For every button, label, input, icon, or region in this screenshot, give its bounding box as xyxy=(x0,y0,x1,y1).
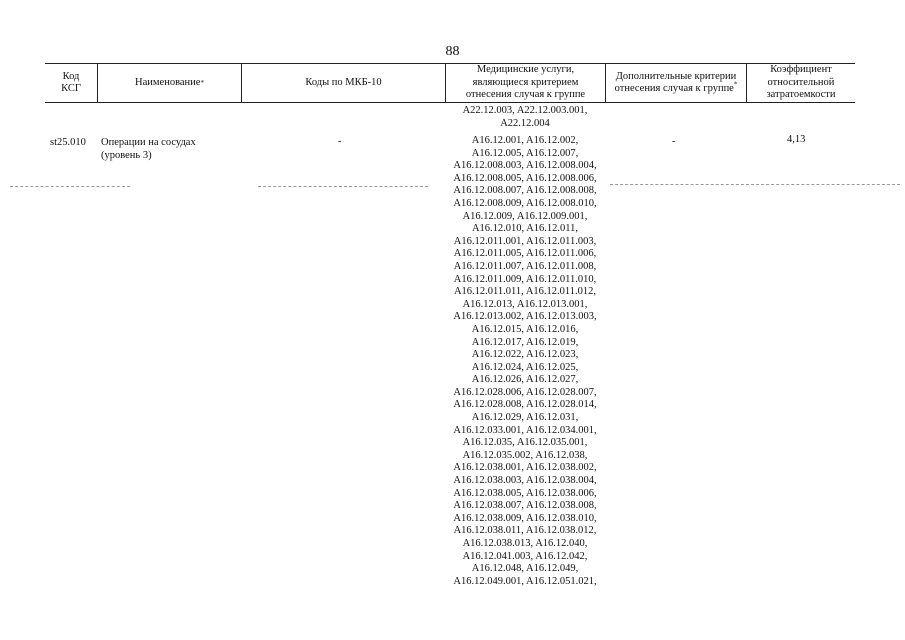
service-code-line: A16.12.013.002, A16.12.013.003, xyxy=(453,311,597,323)
service-code-line: A16.12.008.003, A16.12.008.004, xyxy=(453,160,597,172)
row-coef: 4,13 xyxy=(787,134,806,145)
service-code-line: A16.12.035.002, A16.12.038, xyxy=(462,449,588,461)
row-name xyxy=(101,137,196,162)
header-extra-footnote-mark: * xyxy=(733,80,738,89)
service-code-line: A16.12.038.001, A16.12.038.002, xyxy=(453,462,597,474)
service-code-line: A16.12.041.003, A16.12.042, xyxy=(462,550,588,562)
header-services-label: Медицинские услуги, являющиеся критерием отнесения случая к группе xyxy=(465,64,586,101)
row-extra: - xyxy=(672,136,676,147)
service-code-line: A16.12.013, A16.12.013.001, xyxy=(462,298,588,310)
service-code-line: A16.12.038.009, A16.12.038.010, xyxy=(453,512,597,524)
service-code-line: A16.12.011.005, A16.12.011.006, xyxy=(453,248,597,260)
row-services xyxy=(445,135,605,588)
header-coef xyxy=(747,64,855,102)
service-code-line: A16.12.008.009, A16.12.008.010, xyxy=(453,197,597,209)
service-code-line: A16.12.038.011, A16.12.038.012, xyxy=(453,525,597,537)
service-code-line: A16.12.049.001, A16.12.051.021, xyxy=(453,575,597,587)
service-code-line: A16.12.038.003, A16.12.038.004, xyxy=(453,475,597,487)
service-code-line: A16.12.028.006, A16.12.028.007, xyxy=(453,386,597,398)
service-code-line: A16.12.038.005, A16.12.038.006, xyxy=(453,487,597,499)
service-code-line: A16.12.024, A16.12.025, xyxy=(471,361,579,373)
header-code-label: Код КСГ xyxy=(61,70,81,94)
header-mkb xyxy=(242,64,445,102)
service-code-line: A16.12.008.005, A16.12.008.006, xyxy=(453,172,597,184)
service-code-line: A16.12.033.001, A16.12.034.001, xyxy=(453,424,597,436)
service-code-line: A16.12.017, A16.12.019, xyxy=(471,336,579,348)
scan-artifact xyxy=(10,186,130,187)
service-code-line: A16.12.005, A16.12.007, xyxy=(471,147,579,159)
row-mkb: - xyxy=(338,136,342,147)
row-code: st25.010 xyxy=(50,137,86,148)
service-code-line: A16.12.026, A16.12.027, xyxy=(471,374,579,386)
header-extra xyxy=(606,64,746,102)
row-name-line: (уровень 3) xyxy=(101,149,152,161)
service-code-line: A16.12.038.013, A16.12.040, xyxy=(462,538,588,549)
header-code xyxy=(45,64,97,102)
header-coef-label: Коэффициент относительной затратоемкости xyxy=(766,64,836,101)
service-code-line: A16.12.010, A16.12.011, xyxy=(471,223,579,235)
scan-artifact xyxy=(610,184,900,185)
service-code-line: A16.12.048, A16.12.049, xyxy=(471,563,579,575)
header-mkb-label: Коды по МКБ-10 xyxy=(305,76,382,88)
carryover-codes xyxy=(445,105,605,130)
service-code-line: A16.12.029, A16.12.031, xyxy=(471,412,579,424)
page-number: 88 xyxy=(445,44,460,59)
header-services xyxy=(446,64,605,102)
service-code-line: A16.12.022, A16.12.023, xyxy=(471,349,579,361)
service-code-line: A16.12.001, A16.12.002, xyxy=(471,135,579,146)
service-code-line: A16.12.028.008, A16.12.028.014, xyxy=(453,399,597,411)
carryover-code-line: A22.12.003, A22.12.003.001, xyxy=(462,105,588,116)
service-code-line: A16.12.035, A16.12.035.001, xyxy=(462,437,588,449)
service-code-line: A16.12.011.001, A16.12.011.003, xyxy=(453,235,597,247)
service-code-line: A16.12.008.007, A16.12.008.008, xyxy=(453,185,597,197)
service-code-line: A16.12.015, A16.12.016, xyxy=(471,323,579,335)
header-bottom-rule xyxy=(45,102,855,103)
service-code-line: A16.12.038.007, A16.12.038.008, xyxy=(453,500,597,512)
row-name-line: Операции на сосудах xyxy=(101,137,196,148)
service-code-line: A16.12.011.011, A16.12.011.012, xyxy=(453,286,597,298)
service-code-line: A16.12.011.007, A16.12.011.008, xyxy=(453,260,597,272)
service-code-line: A16.12.009, A16.12.009.001, xyxy=(462,210,588,222)
carryover-code-line: A22.12.004 xyxy=(500,117,550,129)
service-code-line: A16.12.011.009, A16.12.011.010, xyxy=(453,273,597,285)
header-extra-label: Дополнительные критерии отнесения случая к группе xyxy=(614,70,737,94)
scan-artifact xyxy=(258,186,428,187)
header-name-label: Наименование xyxy=(135,76,201,88)
header-name: Наименование * xyxy=(135,76,204,88)
